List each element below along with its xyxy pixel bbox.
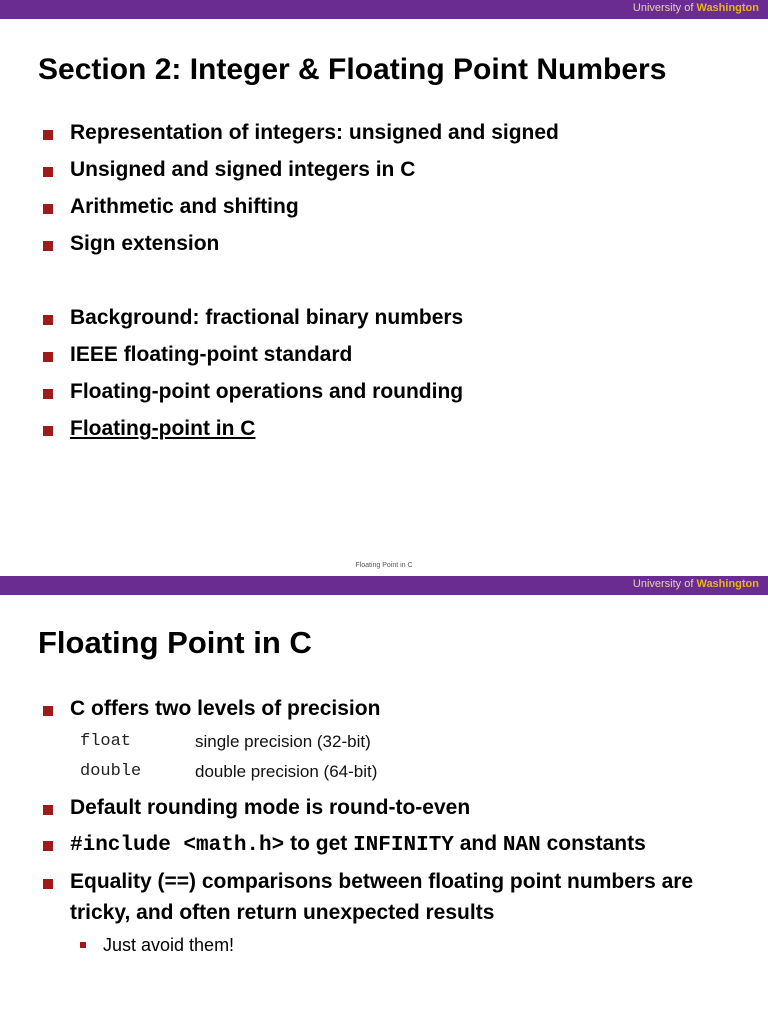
list-item-text: Equality (==) comparisons between floating point numbers are tricky, and often return unexpected results bbox=[70, 870, 694, 924]
list-item-text: Sign extension bbox=[70, 232, 220, 255]
type-desc: single precision (32-bit) bbox=[195, 732, 371, 751]
university-brand bbox=[633, 1, 759, 15]
text-segment: and bbox=[453, 832, 503, 855]
list-item-text: Floating-point in C bbox=[70, 417, 256, 440]
list-item-text: Arithmetic and shifting bbox=[70, 195, 299, 218]
bullet-square-icon bbox=[43, 204, 53, 214]
code-include: #include <math.h> bbox=[70, 834, 285, 857]
brand-prefix: University of bbox=[632, 578, 697, 590]
list-item-text: Floating-point operations and rounding bbox=[70, 380, 464, 403]
sub-list-item-text: Just avoid them! bbox=[103, 935, 235, 955]
list-item-text: IEEE floating-point standard bbox=[70, 343, 353, 366]
slide-title: Floating Point in C bbox=[38, 625, 312, 660]
list-item-text: Unsigned and signed integers in C bbox=[70, 158, 416, 181]
header-bar bbox=[0, 576, 768, 595]
code-infinity: INFINITY bbox=[353, 834, 454, 857]
bullet-square-icon bbox=[43, 167, 53, 177]
list-item-text: Background: fractional binary numbers bbox=[70, 306, 464, 329]
bullet-square-icon bbox=[43, 352, 53, 362]
slide-title: Section 2: Integer & Floating Point Numbers bbox=[38, 53, 667, 86]
type-name: float bbox=[80, 732, 132, 751]
bullet-square-icon bbox=[43, 389, 53, 399]
slide-floating-point-in-c bbox=[0, 576, 768, 1024]
type-desc: double precision (64-bit) bbox=[195, 762, 378, 781]
bullet-square-icon bbox=[43, 426, 53, 436]
bullet-square-icon bbox=[43, 841, 53, 851]
bullet-square-icon bbox=[43, 706, 53, 716]
brand-name: Washington bbox=[696, 2, 759, 14]
type-name: double bbox=[80, 762, 142, 781]
brand-name: Washington bbox=[696, 578, 759, 590]
bullet-square-icon bbox=[43, 241, 53, 251]
brand-prefix: University of bbox=[632, 2, 697, 14]
text-segment: constants bbox=[540, 832, 646, 855]
list-item-text: Representation of integers: unsigned and signed bbox=[70, 121, 559, 144]
list-item-text: C offers two levels of precision bbox=[70, 697, 381, 720]
sub-bullet-square-icon bbox=[80, 942, 86, 948]
bullet-square-icon bbox=[43, 130, 53, 140]
bullet-square-icon bbox=[43, 879, 53, 889]
university-brand bbox=[633, 577, 759, 591]
header-bar bbox=[0, 0, 768, 19]
code-nan: NAN bbox=[502, 834, 541, 857]
slide-footer: Floating Point in C bbox=[355, 562, 413, 569]
text-segment: to get bbox=[284, 832, 354, 855]
bullet-square-icon bbox=[43, 805, 53, 815]
list-item-text: Default rounding mode is round-to-even bbox=[70, 796, 471, 819]
bullet-square-icon bbox=[43, 315, 53, 325]
list-item-text bbox=[70, 831, 646, 859]
